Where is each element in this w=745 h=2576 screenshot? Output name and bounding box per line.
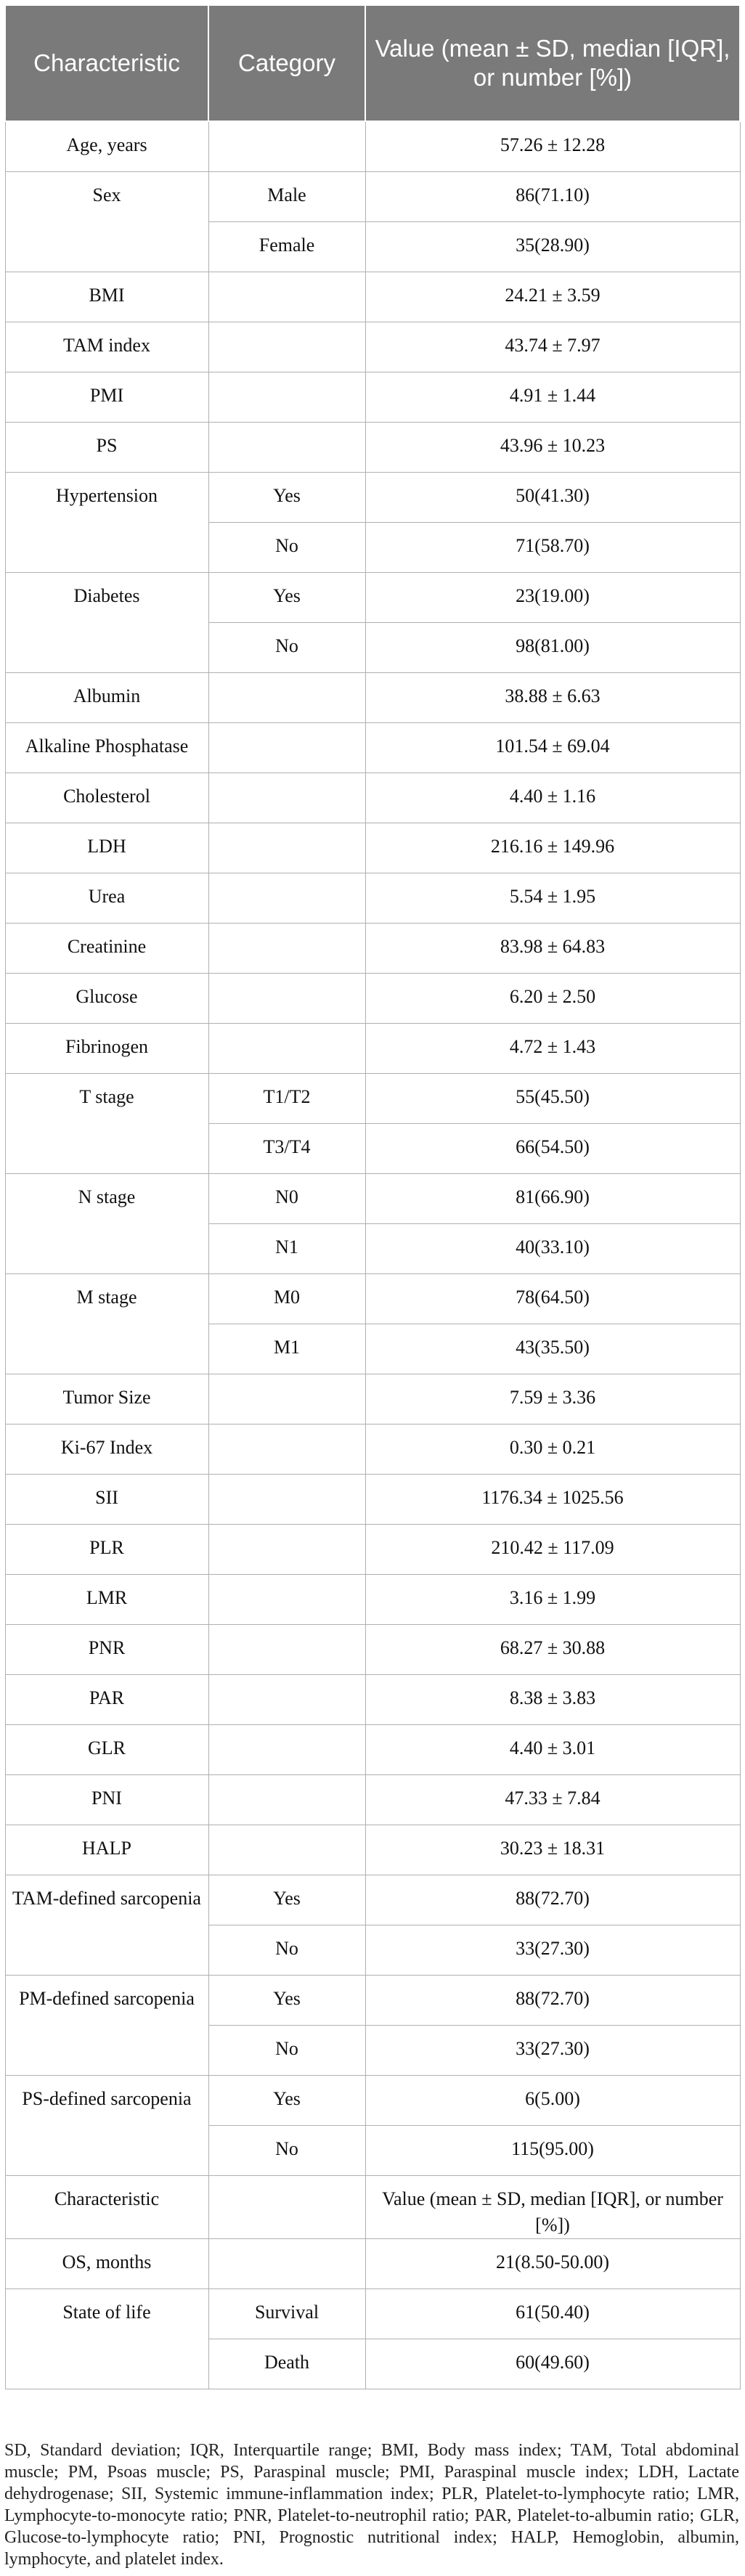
- category-cell: [208, 2175, 365, 2238]
- table-row: [5, 171, 740, 221]
- category-cell: N0: [208, 1173, 365, 1223]
- characteristic-cell: State of life: [5, 2288, 208, 2389]
- value-cell: 4.72 ± 1.43: [365, 1023, 740, 1073]
- value-cell: 55(45.50): [365, 1073, 740, 1123]
- characteristic-cell: PMI: [5, 372, 208, 422]
- characteristic-cell: HALP: [5, 1825, 208, 1875]
- value-cell: Value (mean ± SD, median [IQR], or number [%]): [365, 2175, 740, 2238]
- table-row: [5, 472, 740, 522]
- table-footnote: SD, Standard deviation; IQR, Interquartile range; BMI, Body mass index; TAM, Total abdominal muscle; PM, Psoas muscle; PS, Paraspinal muscle; PMI, Paraspinal muscle index; LDH, Lactate dehydrogenase; SII, Systemic immune-inflammation index; PLR, Platelet-to-lymphocyte ratio; LMR, Lymphocyte-to-monocyte ratio; PNR, Platelet-to-neutrophil ratio; PAR, Platelet-to-albumin ratio; GLR, Glucose-to-lymphocyte ratio; PNI, Prognostic nutritional index; HALP, Hemoglobin, albumin, lymphocyte, and platelet index.: [4, 2441, 739, 2569]
- value-cell: 83.98 ± 64.83: [365, 923, 740, 973]
- category-cell: [208, 873, 365, 923]
- table-row: [5, 372, 740, 422]
- category-cell: T1/T2: [208, 1073, 365, 1123]
- value-cell: 23(19.00): [365, 572, 740, 622]
- table-row: [5, 272, 740, 322]
- table-row: [5, 2288, 740, 2339]
- value-cell: 60(49.60): [365, 2339, 740, 2389]
- value-cell: 210.42 ± 117.09: [365, 1524, 740, 1574]
- table-row: [5, 121, 740, 171]
- characteristic-cell: T stage: [5, 1073, 208, 1173]
- category-cell: [208, 1374, 365, 1424]
- value-cell: 40(33.10): [365, 1223, 740, 1273]
- category-cell: [208, 1774, 365, 1825]
- value-cell: 6.20 ± 2.50: [365, 973, 740, 1023]
- category-cell: Death: [208, 2339, 365, 2389]
- category-cell: [208, 823, 365, 873]
- value-cell: 1176.34 ± 1025.56: [365, 1474, 740, 1524]
- table-row: [5, 1173, 740, 1223]
- characteristic-cell: Hypertension: [5, 472, 208, 572]
- table-row: [5, 2075, 740, 2125]
- table-row: [5, 722, 740, 773]
- category-cell: [208, 1674, 365, 1724]
- characteristic-cell: LMR: [5, 1574, 208, 1624]
- value-cell: 4.40 ± 3.01: [365, 1724, 740, 1774]
- characteristic-cell: Alkaline Phosphatase: [5, 722, 208, 773]
- value-cell: 4.91 ± 1.44: [365, 372, 740, 422]
- characteristic-cell: PM-defined sarcopenia: [5, 1975, 208, 2075]
- category-cell: No: [208, 1925, 365, 1975]
- category-cell: [208, 672, 365, 722]
- value-cell: 115(95.00): [365, 2125, 740, 2175]
- category-cell: [208, 1724, 365, 1774]
- value-cell: 6(5.00): [365, 2075, 740, 2125]
- table-row: [5, 322, 740, 372]
- value-cell: 66(54.50): [365, 1123, 740, 1173]
- value-cell: 30.23 ± 18.31: [365, 1825, 740, 1875]
- value-cell: 4.40 ± 1.16: [365, 773, 740, 823]
- characteristic-cell: PS-defined sarcopenia: [5, 2075, 208, 2175]
- category-cell: Yes: [208, 2075, 365, 2125]
- value-cell: 57.26 ± 12.28: [365, 121, 740, 171]
- value-cell: 38.88 ± 6.63: [365, 672, 740, 722]
- characteristic-cell: PS: [5, 422, 208, 472]
- header-value: Value (mean ± SD, median [IQR], or number [%]): [365, 5, 740, 121]
- table-row: [5, 1875, 740, 1925]
- value-cell: 3.16 ± 1.99: [365, 1574, 740, 1624]
- table-row: [5, 1674, 740, 1724]
- category-cell: Male: [208, 171, 365, 221]
- category-cell: [208, 1574, 365, 1624]
- header-characteristic: Characteristic: [5, 5, 208, 121]
- value-cell: 43.74 ± 7.97: [365, 322, 740, 372]
- category-cell: Yes: [208, 1975, 365, 2025]
- characteristic-cell: N stage: [5, 1173, 208, 1273]
- category-cell: [208, 973, 365, 1023]
- value-cell: 81(66.90): [365, 1173, 740, 1223]
- category-cell: [208, 773, 365, 823]
- table-row: [5, 2238, 740, 2288]
- value-cell: 21(8.50-50.00): [365, 2238, 740, 2288]
- characteristic-cell: Ki-67 Index: [5, 1424, 208, 1474]
- category-cell: M1: [208, 1324, 365, 1374]
- table-row: [5, 672, 740, 722]
- category-cell: [208, 1023, 365, 1073]
- table-row: [5, 1574, 740, 1624]
- category-cell: Yes: [208, 1875, 365, 1925]
- characteristic-cell: Albumin: [5, 672, 208, 722]
- category-cell: Yes: [208, 572, 365, 622]
- characteristic-cell: Diabetes: [5, 572, 208, 672]
- value-cell: 5.54 ± 1.95: [365, 873, 740, 923]
- value-cell: 98(81.00): [365, 622, 740, 672]
- table-row: [5, 1624, 740, 1674]
- characteristic-cell: Sex: [5, 171, 208, 272]
- value-cell: 78(64.50): [365, 1273, 740, 1324]
- characteristic-cell: Creatinine: [5, 923, 208, 973]
- value-cell: 33(27.30): [365, 1925, 740, 1975]
- table-row: [5, 422, 740, 472]
- category-cell: Female: [208, 221, 365, 272]
- category-cell: [208, 1474, 365, 1524]
- category-cell: [208, 272, 365, 322]
- value-cell: 0.30 ± 0.21: [365, 1424, 740, 1474]
- category-cell: [208, 322, 365, 372]
- table-row: [5, 2175, 740, 2238]
- value-cell: 216.16 ± 149.96: [365, 823, 740, 873]
- category-cell: Survival: [208, 2288, 365, 2339]
- category-cell: N1: [208, 1223, 365, 1273]
- characteristic-cell: M stage: [5, 1273, 208, 1374]
- category-cell: [208, 722, 365, 773]
- table-row: [5, 1073, 740, 1123]
- characteristic-cell: Age, years: [5, 121, 208, 171]
- table-row: [5, 823, 740, 873]
- table-row: [5, 973, 740, 1023]
- category-cell: [208, 372, 365, 422]
- table-row: [5, 773, 740, 823]
- table-row: [5, 1724, 740, 1774]
- category-cell: [208, 2238, 365, 2288]
- category-cell: T3/T4: [208, 1123, 365, 1173]
- category-cell: No: [208, 2125, 365, 2175]
- characteristic-cell: TAM index: [5, 322, 208, 372]
- table-row: [5, 1774, 740, 1825]
- characteristic-cell: Fibrinogen: [5, 1023, 208, 1073]
- header-category: Category: [208, 5, 365, 121]
- value-cell: 35(28.90): [365, 221, 740, 272]
- characteristic-cell: PAR: [5, 1674, 208, 1724]
- value-cell: 86(71.10): [365, 171, 740, 221]
- table-row: [5, 1474, 740, 1524]
- table-row: [5, 1273, 740, 1324]
- header-row: [5, 5, 740, 121]
- table-row: [5, 1424, 740, 1474]
- category-cell: [208, 422, 365, 472]
- value-cell: 33(27.30): [365, 2025, 740, 2075]
- category-cell: [208, 121, 365, 171]
- characteristic-cell: TAM-defined sarcopenia: [5, 1875, 208, 1975]
- value-cell: 68.27 ± 30.88: [365, 1624, 740, 1674]
- value-cell: 43(35.50): [365, 1324, 740, 1374]
- table-row: [5, 1374, 740, 1424]
- characteristic-cell: PLR: [5, 1524, 208, 1574]
- characteristic-cell: GLR: [5, 1724, 208, 1774]
- value-cell: 43.96 ± 10.23: [365, 422, 740, 472]
- category-cell: No: [208, 522, 365, 572]
- value-cell: 101.54 ± 69.04: [365, 722, 740, 773]
- characteristic-cell: Cholesterol: [5, 773, 208, 823]
- category-cell: [208, 1624, 365, 1674]
- table-row: [5, 1975, 740, 2025]
- characteristic-cell: PNI: [5, 1774, 208, 1825]
- table-row: [5, 873, 740, 923]
- characteristic-cell: Tumor Size: [5, 1374, 208, 1424]
- category-cell: No: [208, 622, 365, 672]
- characteristic-cell: Urea: [5, 873, 208, 923]
- category-cell: [208, 1825, 365, 1875]
- characteristics-table: [4, 4, 741, 2389]
- value-cell: 24.21 ± 3.59: [365, 272, 740, 322]
- table-row: [5, 923, 740, 973]
- category-cell: Yes: [208, 472, 365, 522]
- value-cell: 50(41.30): [365, 472, 740, 522]
- value-cell: 88(72.70): [365, 1975, 740, 2025]
- characteristic-cell: Characteristic: [5, 2175, 208, 2238]
- table-row: [5, 1825, 740, 1875]
- category-cell: [208, 1424, 365, 1474]
- characteristic-cell: SII: [5, 1474, 208, 1524]
- category-cell: M0: [208, 1273, 365, 1324]
- category-cell: [208, 923, 365, 973]
- characteristic-cell: PNR: [5, 1624, 208, 1674]
- category-cell: No: [208, 2025, 365, 2075]
- value-cell: 7.59 ± 3.36: [365, 1374, 740, 1424]
- table-row: [5, 572, 740, 622]
- value-cell: 71(58.70): [365, 522, 740, 572]
- value-cell: 61(50.40): [365, 2288, 740, 2339]
- characteristic-cell: BMI: [5, 272, 208, 322]
- characteristic-cell: LDH: [5, 823, 208, 873]
- table-row: [5, 1023, 740, 1073]
- value-cell: 8.38 ± 3.83: [365, 1674, 740, 1724]
- table-row: [5, 1524, 740, 1574]
- characteristic-cell: OS, months: [5, 2238, 208, 2288]
- value-cell: 47.33 ± 7.84: [365, 1774, 740, 1825]
- category-cell: [208, 1524, 365, 1574]
- value-cell: 88(72.70): [365, 1875, 740, 1925]
- characteristic-cell: Glucose: [5, 973, 208, 1023]
